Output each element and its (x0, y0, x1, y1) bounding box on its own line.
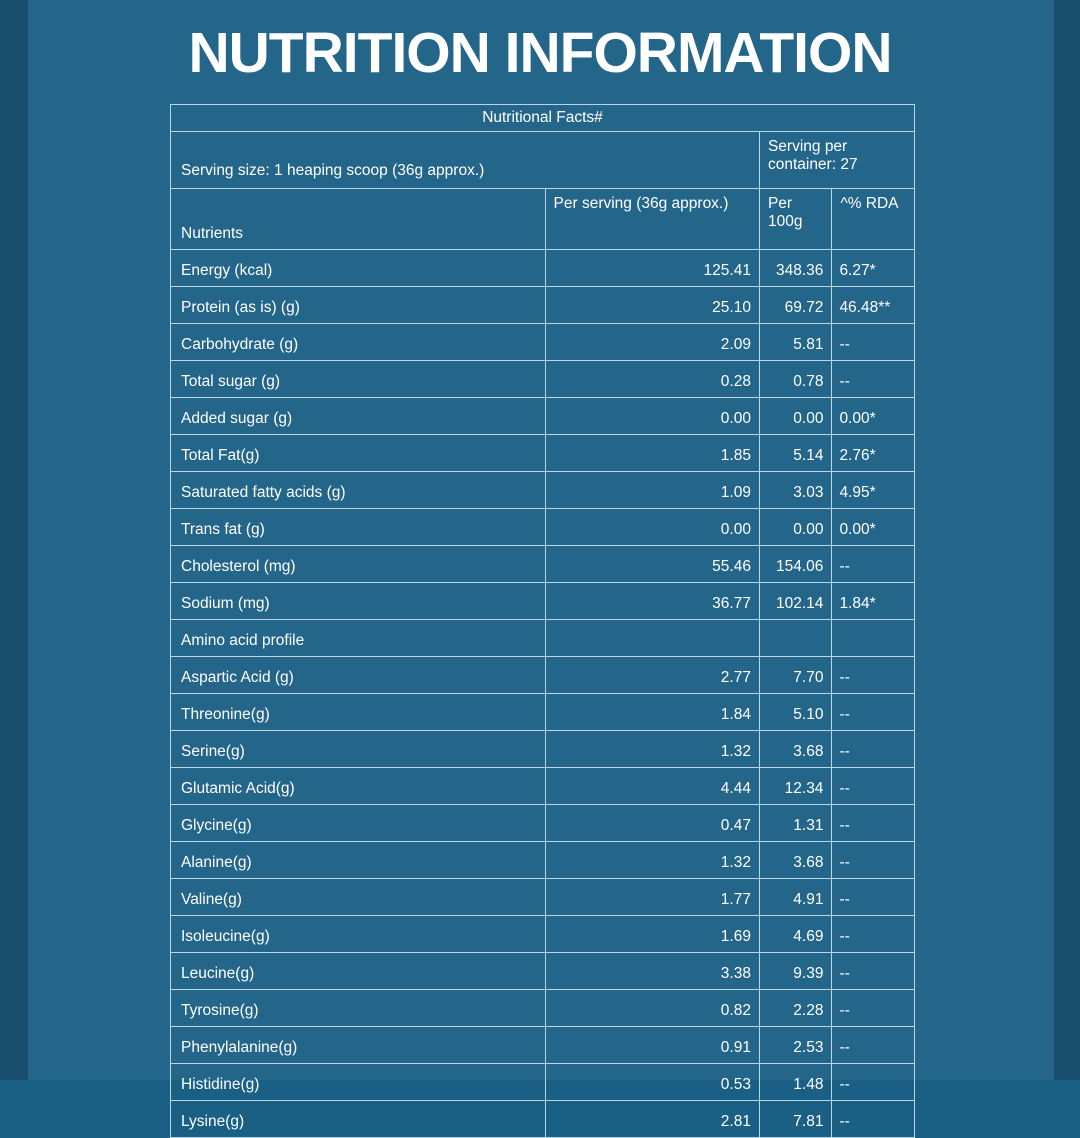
left-edge-band (0, 0, 28, 1080)
nutrient-name: Total Fat(g) (171, 434, 546, 471)
table-row (171, 915, 915, 952)
nutrient-per-serving: 3.38 (545, 952, 759, 989)
nutrient-per-serving: 1.84 (545, 693, 759, 730)
table-row (171, 471, 915, 508)
nutrition-table-container (170, 104, 915, 1138)
nutrition-facts-table (170, 104, 915, 1138)
table-row (171, 767, 915, 804)
nutrient-name: Tyrosine(g) (171, 989, 546, 1026)
nutrient-name: Valine(g) (171, 878, 546, 915)
nutrient-rda: -- (832, 841, 915, 878)
nutrient-name: Leucine(g) (171, 952, 546, 989)
nutrient-per-100g: 2.28 (759, 989, 831, 1026)
table-header-row (171, 188, 915, 249)
nutrient-per-100g: 69.72 (759, 286, 831, 323)
column-header-rda: ^% RDA (832, 188, 915, 249)
nutrient-per-serving: 0.91 (545, 1026, 759, 1063)
nutrient-rda: -- (832, 1026, 915, 1063)
nutrient-rda: -- (832, 952, 915, 989)
nutrient-name: Energy (kcal) (171, 249, 546, 286)
nutrient-name: Threonine(g) (171, 693, 546, 730)
nutrient-per-serving: 0.00 (545, 397, 759, 434)
nutrient-rda (832, 619, 915, 656)
column-header-per-serving: Per serving (36g approx.) (545, 188, 759, 249)
table-row (171, 693, 915, 730)
nutrient-per-serving: 1.32 (545, 730, 759, 767)
nutrient-per-100g: 0.00 (759, 397, 831, 434)
nutrient-name: Trans fat (g) (171, 508, 546, 545)
nutrient-per-serving: 0.28 (545, 360, 759, 397)
table-section-row (171, 619, 915, 656)
nutrient-per-100g: 1.31 (759, 804, 831, 841)
right-edge-band (1054, 0, 1080, 1080)
nutrient-rda: -- (832, 1063, 915, 1100)
nutrient-per-serving: 0.53 (545, 1063, 759, 1100)
page-title: NUTRITION INFORMATION (188, 21, 892, 85)
nutrient-per-serving: 4.44 (545, 767, 759, 804)
nutrient-name: Carbohydrate (g) (171, 323, 546, 360)
nutrient-rda: 4.95* (832, 471, 915, 508)
nutrient-name: Glycine(g) (171, 804, 546, 841)
nutrient-rda: -- (832, 545, 915, 582)
column-header-per-100g: Per 100g (759, 188, 831, 249)
nutrient-per-serving: 2.09 (545, 323, 759, 360)
nutrient-per-serving: 0.47 (545, 804, 759, 841)
nutrient-per-100g: 2.53 (759, 1026, 831, 1063)
nutrient-name: Total sugar (g) (171, 360, 546, 397)
nutrient-rda: 0.00* (832, 508, 915, 545)
nutrient-per-100g: 7.81 (759, 1100, 831, 1137)
nutrient-per-serving: 2.81 (545, 1100, 759, 1137)
nutrient-per-100g: 7.70 (759, 656, 831, 693)
table-caption: Nutritional Facts# (171, 105, 915, 132)
nutrient-per-serving: 0.00 (545, 508, 759, 545)
table-row (171, 249, 915, 286)
serving-size: Serving size: 1 heaping scoop (36g approx.) (171, 131, 760, 188)
nutrient-per-100g: 348.36 (759, 249, 831, 286)
nutrient-name: Protein (as is) (g) (171, 286, 546, 323)
table-row (171, 989, 915, 1026)
table-row (171, 952, 915, 989)
nutrient-per-100g: 12.34 (759, 767, 831, 804)
nutrient-per-serving: 55.46 (545, 545, 759, 582)
nutrient-name: Cholesterol (mg) (171, 545, 546, 582)
nutrient-per-serving (545, 619, 759, 656)
nutrient-rda: 0.00* (832, 397, 915, 434)
nutrient-per-serving: 2.77 (545, 656, 759, 693)
table-row (171, 582, 915, 619)
nutrient-name: Glutamic Acid(g) (171, 767, 546, 804)
nutrient-name: Serine(g) (171, 730, 546, 767)
table-row (171, 434, 915, 471)
serving-per-container: Serving per container: 27 (759, 131, 914, 188)
nutrient-per-100g: 1.48 (759, 1063, 831, 1100)
nutrient-per-serving: 25.10 (545, 286, 759, 323)
nutrient-name: Lysine(g) (171, 1100, 546, 1137)
nutrient-rda: -- (832, 1100, 915, 1137)
nutrient-per-100g: 3.03 (759, 471, 831, 508)
nutrient-name: Histidine(g) (171, 1063, 546, 1100)
nutrient-per-serving: 1.32 (545, 841, 759, 878)
nutrient-per-100g: 9.39 (759, 952, 831, 989)
nutrient-per-serving: 1.09 (545, 471, 759, 508)
table-row (171, 841, 915, 878)
nutrient-per-100g: 5.14 (759, 434, 831, 471)
section-label-amino-acid-profile: Amino acid profile (171, 619, 546, 656)
nutrient-rda: -- (832, 360, 915, 397)
nutrient-per-serving: 0.82 (545, 989, 759, 1026)
nutrient-rda: 1.84* (832, 582, 915, 619)
nutrient-name: Aspartic Acid (g) (171, 656, 546, 693)
nutrient-per-100g: 4.91 (759, 878, 831, 915)
nutrient-rda: 6.27* (832, 249, 915, 286)
table-row (171, 286, 915, 323)
nutrient-per-100g: 154.06 (759, 545, 831, 582)
table-row (171, 545, 915, 582)
nutrient-per-100g (759, 619, 831, 656)
nutrient-per-100g: 5.10 (759, 693, 831, 730)
nutrient-rda: -- (832, 656, 915, 693)
nutrient-per-serving: 1.69 (545, 915, 759, 952)
nutrient-rda: -- (832, 693, 915, 730)
table-row (171, 656, 915, 693)
nutrient-name: Sodium (mg) (171, 582, 546, 619)
table-row (171, 1026, 915, 1063)
nutrient-per-100g: 3.68 (759, 730, 831, 767)
table-row (171, 508, 915, 545)
nutrient-per-serving: 1.77 (545, 878, 759, 915)
nutrient-per-serving: 36.77 (545, 582, 759, 619)
nutrient-per-100g: 102.14 (759, 582, 831, 619)
table-row (171, 1063, 915, 1100)
table-row (171, 804, 915, 841)
nutrient-name: Added sugar (g) (171, 397, 546, 434)
table-row (171, 730, 915, 767)
nutrient-rda: -- (832, 804, 915, 841)
nutrient-rda: -- (832, 915, 915, 952)
nutrient-per-serving: 125.41 (545, 249, 759, 286)
nutrient-rda: -- (832, 989, 915, 1026)
nutrient-per-100g: 3.68 (759, 841, 831, 878)
nutrient-per-100g: 0.00 (759, 508, 831, 545)
nutrient-name: Isoleucine(g) (171, 915, 546, 952)
nutrient-rda: -- (832, 730, 915, 767)
nutrient-name: Saturated fatty acids (g) (171, 471, 546, 508)
nutrient-per-100g: 4.69 (759, 915, 831, 952)
nutrient-rda: -- (832, 323, 915, 360)
nutrient-rda: 46.48** (832, 286, 915, 323)
nutrition-table-body (171, 105, 915, 1138)
nutrient-name: Phenylalanine(g) (171, 1026, 546, 1063)
table-caption-row (171, 105, 915, 132)
nutrient-rda: -- (832, 767, 915, 804)
nutrient-per-100g: 0.78 (759, 360, 831, 397)
nutrient-per-100g: 5.81 (759, 323, 831, 360)
table-row (171, 397, 915, 434)
serving-info-row (171, 131, 915, 188)
table-row (171, 1100, 915, 1137)
nutrient-per-serving: 1.85 (545, 434, 759, 471)
nutrient-rda: 2.76* (832, 434, 915, 471)
table-row (171, 878, 915, 915)
table-row (171, 323, 915, 360)
column-header-nutrients: Nutrients (171, 188, 546, 249)
nutrient-name: Alanine(g) (171, 841, 546, 878)
nutrient-rda: -- (832, 878, 915, 915)
table-row (171, 360, 915, 397)
